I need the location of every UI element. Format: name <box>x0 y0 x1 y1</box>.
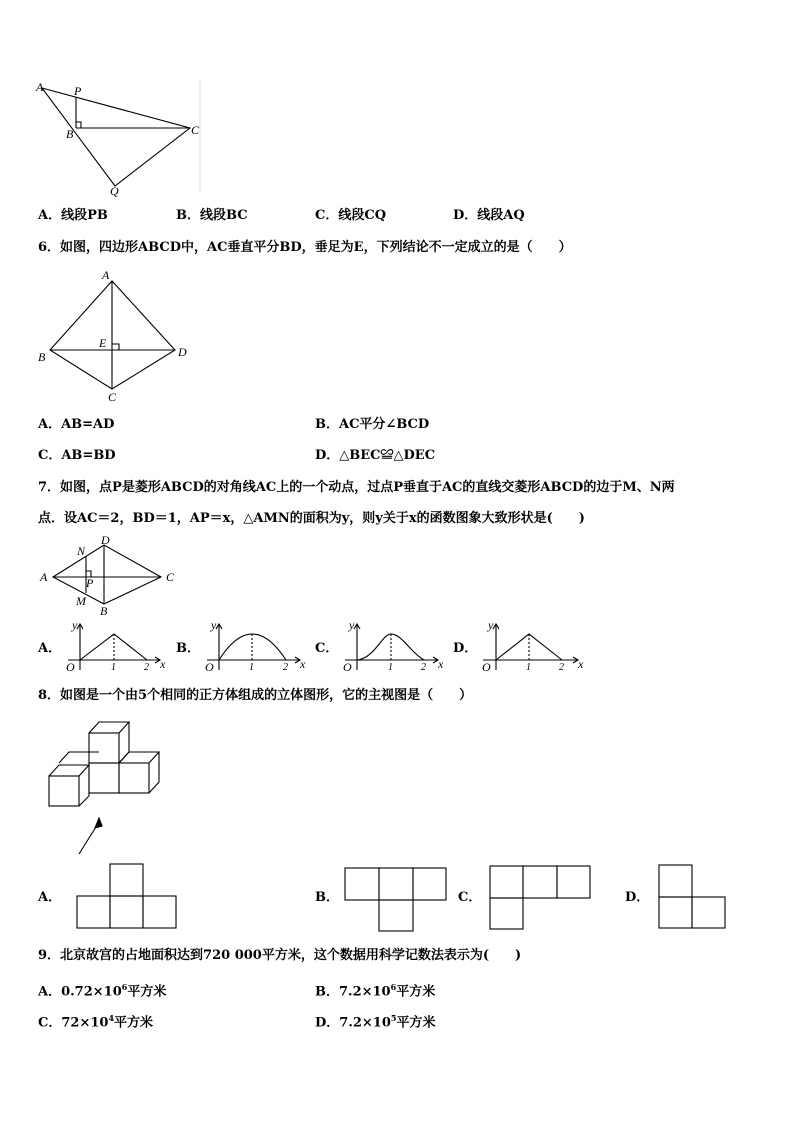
q5-label-a: A <box>36 80 44 94</box>
q7-label-n: N <box>77 544 86 558</box>
q7-graph-b-tick-2: 2 <box>283 662 288 673</box>
q7-graph-c-y-label: y <box>349 618 355 632</box>
q7-graph-c-tick-1: 1 <box>388 662 393 673</box>
q7-label-a: A <box>40 570 48 584</box>
q5-label-c: C <box>191 123 200 137</box>
q7-graph-a-x-label: x <box>160 657 166 671</box>
q9-stem: 9．北京故宫的占地面积达到720 000平方米，这个数据用科学记数法表示为( ) <box>38 948 522 963</box>
q6-label-c: C <box>108 390 117 404</box>
q6-option-a: A．AB=AD <box>38 417 115 432</box>
q9-option-b: B．$7.2\times 10^6$平方米 <box>315 982 436 1000</box>
q7-graph-a-tick-1: 1 <box>111 662 116 673</box>
q7-option-b: B． <box>176 641 200 656</box>
q9-option-d: D．$7.2\times 10^5$平方米 <box>315 1013 436 1031</box>
q7-graph-b-tick-1: 1 <box>249 662 254 673</box>
q5-option-a: A．线段PB <box>38 208 108 223</box>
q7-stem-line2: 点．设AC＝2，BD＝1，AP＝x，△AMN的面积为y，则y关于x的函数图象大致形状是( ) <box>38 511 585 526</box>
q7-graph-b-x-label: x <box>300 657 306 671</box>
q7-option-c: C． <box>315 641 339 656</box>
q7-graph-d-tick-2: 2 <box>559 662 564 673</box>
q7-label-d: D <box>101 533 110 547</box>
q8-option-b: B． <box>315 890 339 905</box>
q6-label-e: E <box>99 336 107 350</box>
q8-option-c: C． <box>458 890 482 905</box>
q8-stem: 8．如图是一个由5个相同的正方体组成的立体图形，它的主视图是（ ） <box>38 688 473 703</box>
q7-stem-line1: 7．如图，点P是菱形ABCD的对角线AC上的一个动点，过点P垂直于AC的直线交菱形ABCD的边于M、N两 <box>38 480 675 495</box>
q7-graph-b-origin: O <box>205 660 214 674</box>
q8-view-c <box>490 866 590 929</box>
q5-label-q: Q <box>110 184 119 198</box>
q7-graph-b-y-label: y <box>211 618 217 632</box>
q7-label-m: M <box>76 594 86 608</box>
q6-label-a: A <box>102 268 110 282</box>
q7-graph-c-tick-2: 2 <box>421 662 426 673</box>
q7-graph-a-tick-2: 2 <box>144 662 149 673</box>
q6-label-d: D <box>178 345 187 359</box>
q6-option-b: B．AC平分∠BCD <box>315 417 430 432</box>
q8-view-b <box>345 868 446 931</box>
q9-option-a: A．$0.72\times 10^6$平方米 <box>38 982 167 1000</box>
q7-graph-a-origin: O <box>66 660 75 674</box>
q5-option-c: C．线段CQ <box>315 208 387 223</box>
q9-option-c: C．$72\times 10^4$平方米 <box>38 1013 154 1031</box>
q8-option-a: A． <box>38 890 62 905</box>
q6-label-b: B <box>38 350 46 364</box>
q5-label-b: B <box>66 127 74 141</box>
q5-label-p: P <box>74 84 82 98</box>
q7-graph-c-origin: O <box>343 660 352 674</box>
q7-graph-a-y-label: y <box>72 618 78 632</box>
q7-option-d: D． <box>453 641 478 656</box>
q7-graph-d-x-label: x <box>578 657 584 671</box>
q6-stem: 6．如图，四边形ABCD中，AC垂直平分BD，垂足为E，下列结论不一定成立的是（ ） <box>38 240 572 255</box>
q8-view-a <box>77 864 176 928</box>
q7-graph-c-x-label: x <box>438 657 444 671</box>
q8-view-d <box>659 865 725 928</box>
q7-graph-d-origin: O <box>482 660 491 674</box>
q8-option-d: D． <box>625 890 650 905</box>
q7-label-c: C <box>166 570 175 584</box>
q7-option-a: A． <box>38 641 62 656</box>
q6-option-c: C．AB=BD <box>38 448 116 463</box>
q7-label-b: B <box>100 604 108 618</box>
q7-graph-d-y-label: y <box>488 618 494 632</box>
q5-option-d: D．线段AQ <box>453 208 525 223</box>
q7-label-p: P <box>86 576 94 590</box>
q5-option-b: B．线段BC <box>176 208 248 223</box>
q7-graph-d-tick-1: 1 <box>526 662 531 673</box>
q6-option-d: D．△BEC≌△DEC <box>315 448 436 463</box>
